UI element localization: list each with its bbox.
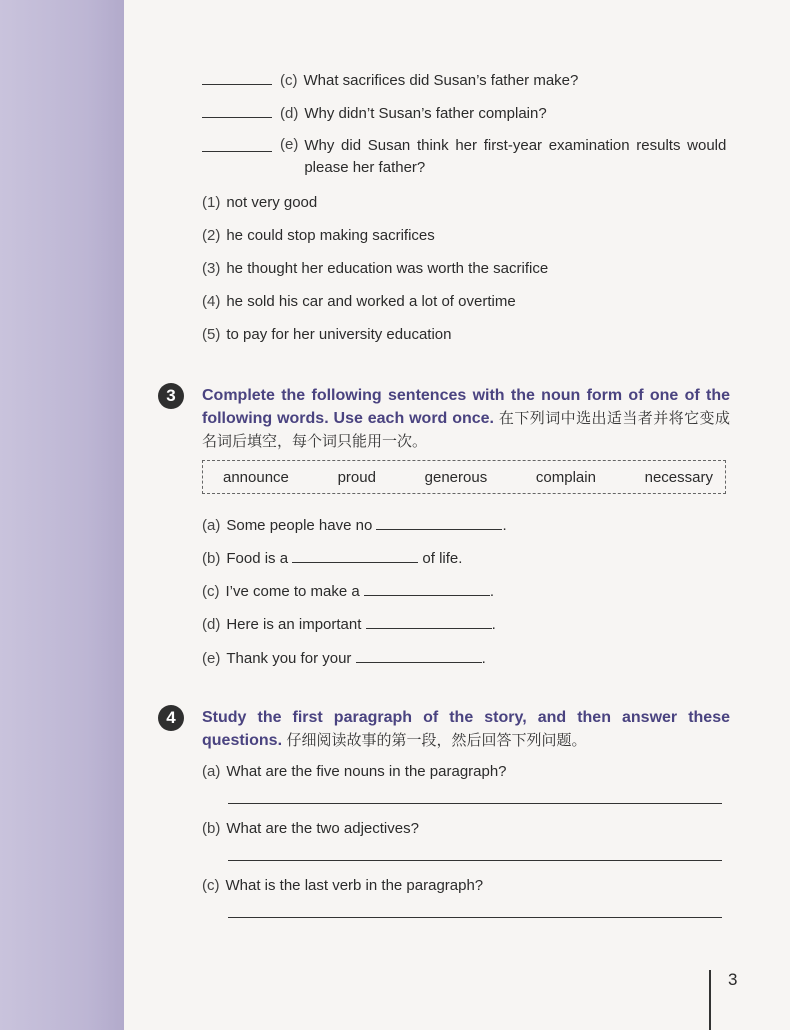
question-c: (c) What is the last verb in the paragraph?: [202, 877, 484, 894]
word-box: [202, 460, 726, 494]
answer-option: (1) not very good: [202, 194, 318, 211]
sentence-e: (e) Thank you for your .: [202, 650, 486, 667]
fill-blank[interactable]: [376, 515, 502, 530]
fill-blank[interactable]: [356, 648, 482, 663]
answer-line[interactable]: [228, 860, 722, 861]
sentence-a: (a) Some people have no .: [202, 517, 507, 534]
exercise-4-badge: 4: [158, 705, 184, 731]
answer-option: (4) he sold his car and worked a lot of overtime: [202, 293, 516, 310]
answer-option: (2) he could stop making sacrifices: [202, 227, 435, 244]
word: complain: [535, 468, 596, 486]
sentence-b: (b) Food is a of life.: [202, 550, 463, 567]
fill-blank[interactable]: [364, 581, 490, 596]
question-b: (b) What are the two adjectives?: [202, 820, 419, 837]
match-question-c: (c) What sacrifices did Susan’s father make?: [202, 70, 732, 91]
match-question-e: (e) Why did Susan think her first-year examination results would please her father?: [202, 135, 732, 179]
answer-option: (5) to pay for her university education: [202, 326, 452, 343]
exercise-4-instruction: Study the first paragraph of the story, and then answer these questions. 仔细阅读故事的第一段，然后回答下列问题。: [202, 709, 730, 749]
fill-blank[interactable]: [292, 548, 418, 563]
question-a: (a) What are the five nouns in the paragraph?: [202, 763, 507, 780]
page-number-divider: [709, 970, 711, 1030]
exercise-3-badge: 3: [158, 383, 184, 409]
answer-blank[interactable]: [202, 103, 272, 118]
sentence-c: (c) I’ve come to make a .: [202, 583, 495, 600]
exercise-3-instruction: Complete the following sentences with the noun form of one of the following words. Use each word once. 在下列词中选出适当者并将它变成名词后填空，每个词只能用一次。: [202, 387, 730, 450]
answer-blank[interactable]: [202, 137, 272, 152]
answer-line[interactable]: [228, 803, 722, 804]
word: proud: [337, 468, 376, 486]
word: announce: [223, 468, 289, 486]
page-sidebar: [0, 0, 124, 1030]
answer-option: (3) he thought her education was worth the sacrifice: [202, 260, 549, 277]
word: generous: [424, 468, 488, 486]
answer-line[interactable]: [228, 917, 722, 918]
answer-blank[interactable]: [202, 70, 272, 85]
match-question-d: (d) Why didn’t Susan’s father complain?: [202, 103, 732, 124]
page-number: 3: [728, 970, 738, 989]
sentence-d: (d) Here is an important .: [202, 616, 496, 633]
word: necessary: [644, 468, 713, 486]
fill-blank[interactable]: [366, 614, 492, 629]
